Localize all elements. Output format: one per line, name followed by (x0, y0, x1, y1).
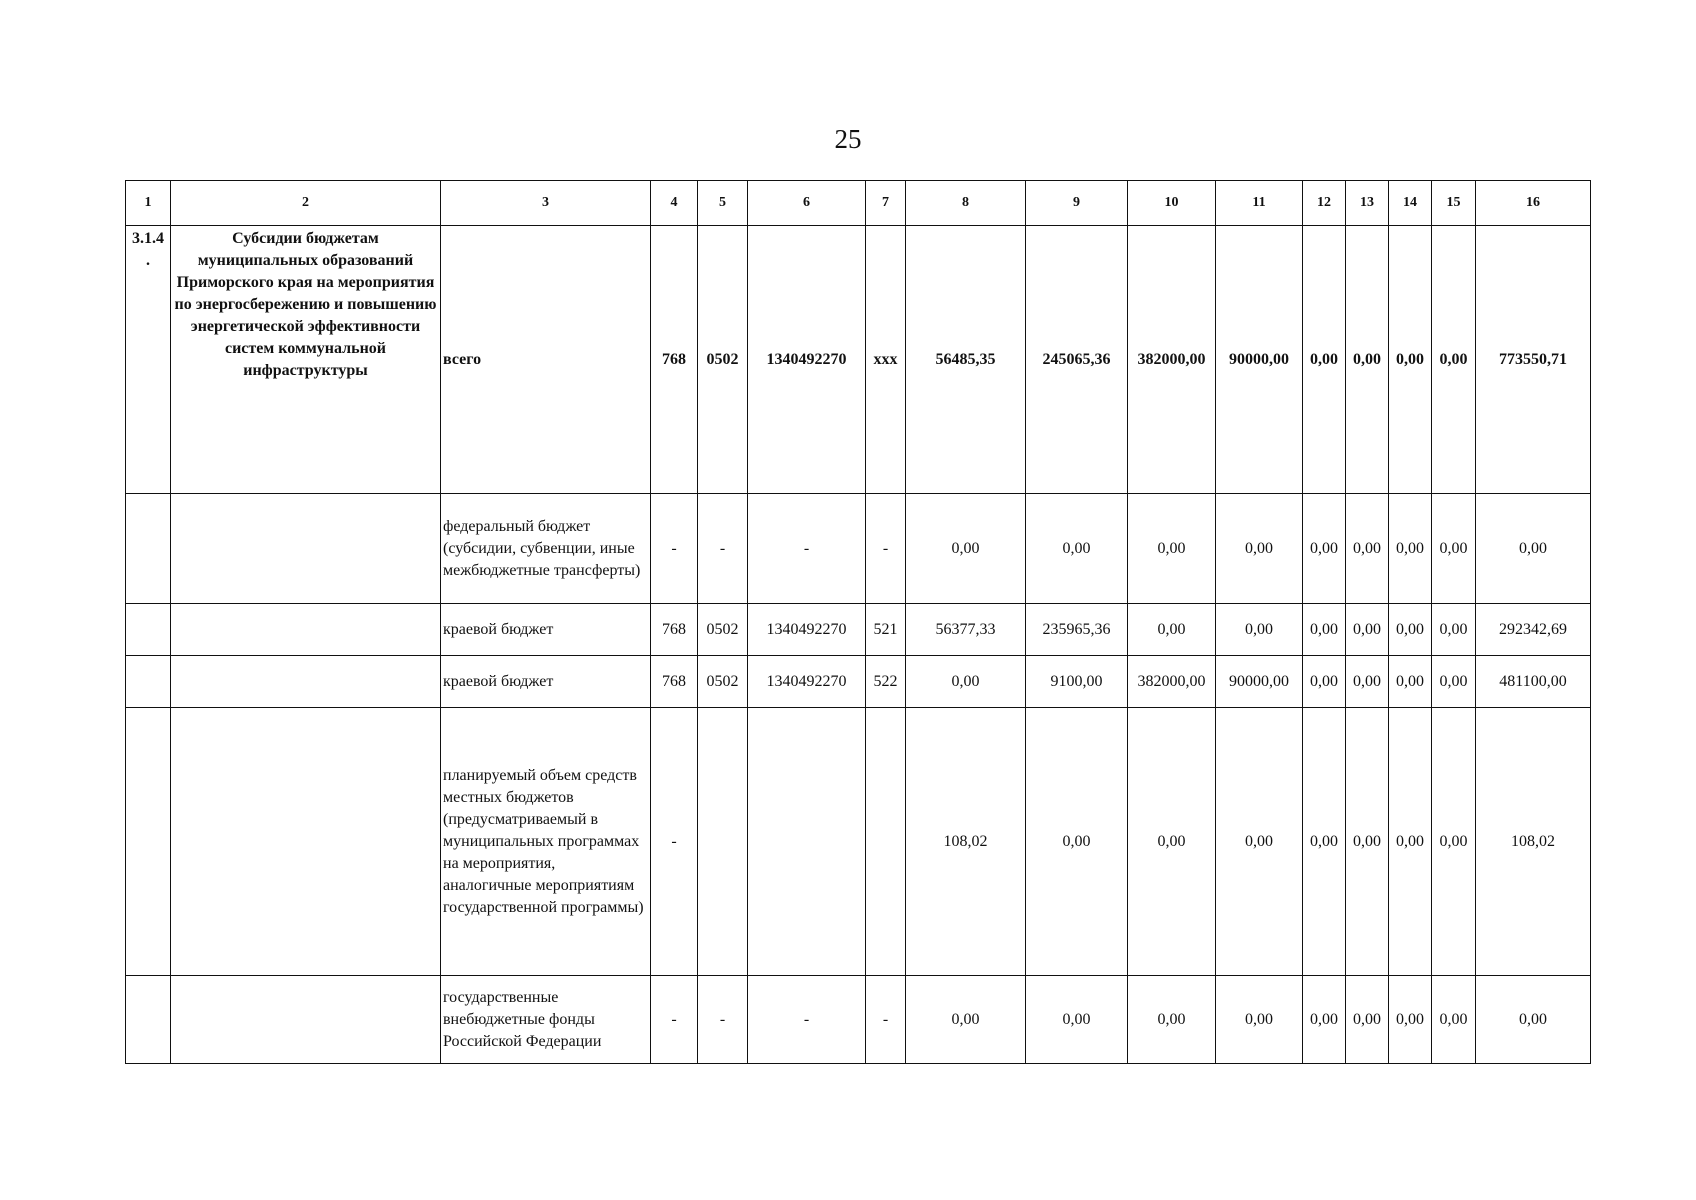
table-row (126, 604, 1591, 656)
value-cell: 0,00 (1389, 656, 1432, 708)
value-cell: 0,00 (1303, 656, 1346, 708)
value-cell: 0,00 (1346, 656, 1389, 708)
value-cell: 0,00 (906, 656, 1026, 708)
kbk-cell: - (698, 976, 748, 1064)
value-cell: 0,00 (1128, 976, 1216, 1064)
value-cell: 0,00 (1432, 494, 1476, 604)
value-cell: 56377,33 (906, 604, 1026, 656)
total-cell: 292342,69 (1476, 604, 1591, 656)
page-number: 25 (834, 124, 862, 154)
value-cell: 0,00 (1346, 604, 1389, 656)
total-cell: 773550,71 (1476, 226, 1591, 494)
source-cell: всего (441, 226, 651, 494)
value-cell: 0,00 (1432, 604, 1476, 656)
empty-cell (126, 656, 171, 708)
kbk-cell: 768 (651, 656, 698, 708)
value-cell: 0,00 (1303, 604, 1346, 656)
kbk-cell: - (651, 494, 698, 604)
item-title: Субсидии бюджетам муниципальных образований Приморского края на мероприятия по энергосбережению и повышению энергетической эффективности систем коммунальной инфраструктуры (171, 226, 441, 494)
kbk-cell: - (651, 976, 698, 1064)
table-row-total (126, 226, 1591, 494)
value-cell: 0,00 (1346, 226, 1389, 494)
budget-table (125, 180, 1591, 1064)
column-header: 14 (1389, 181, 1432, 226)
kbk-cell: 522 (866, 656, 906, 708)
kbk-cell: xxx (866, 226, 906, 494)
kbk-cell: 0502 (698, 656, 748, 708)
value-cell: 90000,00 (1216, 656, 1303, 708)
value-cell: 0,00 (906, 494, 1026, 604)
kbk-cell: 1340492270 (748, 656, 866, 708)
kbk-cell: 1340492270 (748, 226, 866, 494)
value-cell: 235965,36 (1026, 604, 1128, 656)
column-header: 6 (748, 181, 866, 226)
column-header: 5 (698, 181, 748, 226)
empty-cell (126, 976, 171, 1064)
value-cell: 0,00 (1303, 494, 1346, 604)
kbk-cell (698, 708, 748, 976)
value-cell: 90000,00 (1216, 226, 1303, 494)
source-cell: планируемый объем средств местных бюджетов (предусматриваемый в муниципальных программах на мероприятия, аналогичные мероприятиям государственной программы) (441, 708, 651, 976)
value-cell: 0,00 (1128, 604, 1216, 656)
empty-cell (126, 494, 171, 604)
column-header: 8 (906, 181, 1026, 226)
value-cell: 0,00 (1128, 494, 1216, 604)
item-number: 3.1.4 . (126, 226, 171, 494)
kbk-cell: 0502 (698, 604, 748, 656)
column-header: 15 (1432, 181, 1476, 226)
value-cell: 0,00 (1432, 656, 1476, 708)
value-cell: 0,00 (1432, 708, 1476, 976)
value-cell: 0,00 (1346, 976, 1389, 1064)
column-header: 12 (1303, 181, 1346, 226)
table-row (126, 708, 1591, 976)
value-cell: 0,00 (1432, 976, 1476, 1064)
value-cell: 0,00 (1346, 494, 1389, 604)
kbk-cell: - (866, 494, 906, 604)
empty-cell (126, 708, 171, 976)
value-cell: 0,00 (1026, 708, 1128, 976)
value-cell: 0,00 (1303, 708, 1346, 976)
column-header: 4 (651, 181, 698, 226)
table-row (126, 656, 1591, 708)
value-cell: 0,00 (906, 976, 1026, 1064)
value-cell: 0,00 (1432, 226, 1476, 494)
column-header: 7 (866, 181, 906, 226)
value-cell: 0,00 (1389, 226, 1432, 494)
value-cell: 0,00 (1216, 604, 1303, 656)
kbk-cell: 521 (866, 604, 906, 656)
value-cell: 0,00 (1303, 226, 1346, 494)
empty-cell (171, 708, 441, 976)
value-cell: 0,00 (1389, 494, 1432, 604)
empty-cell (171, 604, 441, 656)
column-header: 1 (126, 181, 171, 226)
kbk-cell: - (748, 494, 866, 604)
kbk-cell (866, 708, 906, 976)
column-header: 2 (171, 181, 441, 226)
kbk-cell: - (866, 976, 906, 1064)
column-header: 11 (1216, 181, 1303, 226)
table-row (126, 976, 1591, 1064)
value-cell: 9100,00 (1026, 656, 1128, 708)
kbk-cell: 768 (651, 604, 698, 656)
value-cell: 0,00 (1216, 976, 1303, 1064)
empty-cell (171, 494, 441, 604)
value-cell: 0,00 (1216, 708, 1303, 976)
column-header: 9 (1026, 181, 1128, 226)
kbk-cell: 1340492270 (748, 604, 866, 656)
total-cell: 108,02 (1476, 708, 1591, 976)
value-cell: 382000,00 (1128, 656, 1216, 708)
column-header: 10 (1128, 181, 1216, 226)
kbk-cell: 0502 (698, 226, 748, 494)
empty-cell (171, 976, 441, 1064)
value-cell: 0,00 (1346, 708, 1389, 976)
table-row (126, 494, 1591, 604)
total-cell: 0,00 (1476, 494, 1591, 604)
empty-cell (126, 604, 171, 656)
total-cell: 481100,00 (1476, 656, 1591, 708)
value-cell: 0,00 (1389, 976, 1432, 1064)
value-cell: 0,00 (1389, 708, 1432, 976)
total-cell: 0,00 (1476, 976, 1591, 1064)
kbk-cell: 768 (651, 226, 698, 494)
value-cell: 0,00 (1026, 976, 1128, 1064)
source-cell: государственные внебюджетные фонды Российской Федерации (441, 976, 651, 1064)
value-cell: 0,00 (1303, 976, 1346, 1064)
value-cell: 56485,35 (906, 226, 1026, 494)
kbk-cell: - (698, 494, 748, 604)
value-cell: 108,02 (906, 708, 1026, 976)
value-cell: 0,00 (1128, 708, 1216, 976)
value-cell: 0,00 (1389, 604, 1432, 656)
source-cell: краевой бюджет (441, 604, 651, 656)
column-header: 16 (1476, 181, 1591, 226)
kbk-cell (748, 708, 866, 976)
column-header: 3 (441, 181, 651, 226)
source-cell: краевой бюджет (441, 656, 651, 708)
source-cell: федеральный бюджет (субсидии, субвенции, иные межбюджетные трансферты) (441, 494, 651, 604)
header-row (126, 181, 1591, 226)
empty-cell (171, 656, 441, 708)
value-cell: 0,00 (1026, 494, 1128, 604)
kbk-cell: - (651, 708, 698, 976)
value-cell: 382000,00 (1128, 226, 1216, 494)
column-header: 13 (1346, 181, 1389, 226)
kbk-cell: - (748, 976, 866, 1064)
value-cell: 245065,36 (1026, 226, 1128, 494)
value-cell: 0,00 (1216, 494, 1303, 604)
